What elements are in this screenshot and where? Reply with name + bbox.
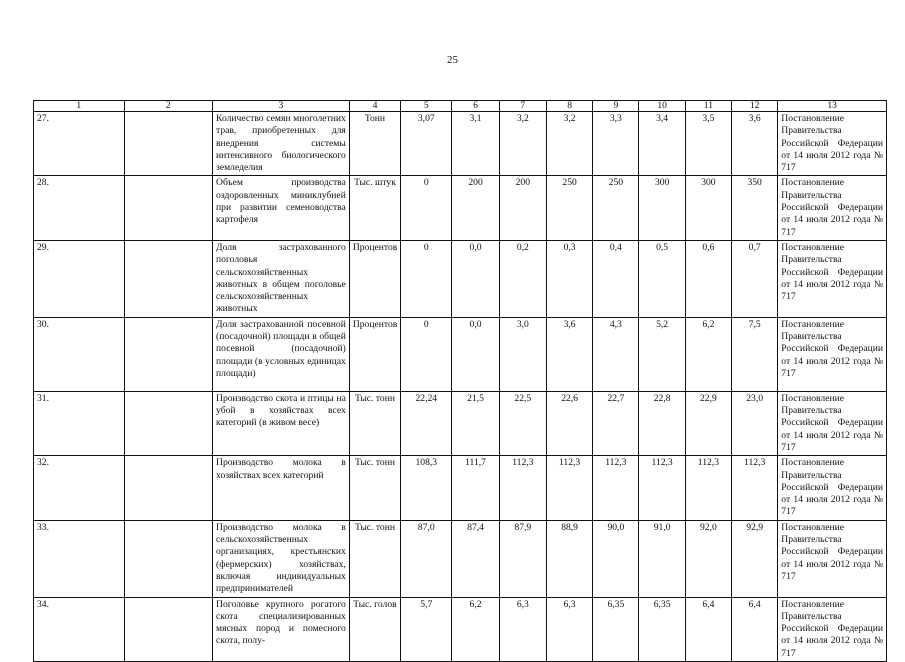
row-number: 32. — [34, 456, 125, 520]
source-document: Постановление Правительства Российской Федерации от 14 июля 2012 года № 717 — [778, 391, 887, 455]
column-header: 4 — [349, 101, 400, 112]
value-cell: 111,7 — [452, 456, 499, 520]
table-row — [34, 597, 887, 661]
table-row — [34, 520, 887, 597]
unit-of-measure: Тыс. тонн — [349, 391, 400, 455]
value-cell: 200 — [452, 176, 499, 240]
value-cell: 250 — [546, 176, 592, 240]
value-cell: 3,3 — [593, 112, 639, 176]
page-number: 25 — [447, 54, 458, 66]
unit-of-measure: Тыс. тонн — [349, 456, 400, 520]
value-cell: 88,9 — [546, 520, 592, 597]
column-header: 5 — [401, 101, 452, 112]
value-cell: 4,3 — [593, 317, 639, 391]
value-cell: 0,2 — [499, 240, 546, 317]
value-cell: 300 — [639, 176, 685, 240]
indicators-table — [33, 100, 887, 662]
row-number: 28. — [34, 176, 125, 240]
source-document: Постановление Правительства Российской Федерации от 14 июля 2012 года № 717 — [778, 520, 887, 597]
column-2-cell — [124, 391, 213, 455]
value-cell: 350 — [732, 176, 778, 240]
table-row — [34, 456, 887, 520]
indicator-name: Доля застрахованного поголовья сельскохозяйственных животных в общем поголовье сельскохозяйственных животных — [213, 240, 350, 317]
value-cell: 0,7 — [732, 240, 778, 317]
column-header: 1 — [34, 101, 125, 112]
column-2-cell — [124, 240, 213, 317]
value-cell: 3,5 — [685, 112, 731, 176]
table-row — [34, 112, 887, 176]
column-2-cell — [124, 520, 213, 597]
column-header: 13 — [778, 101, 887, 112]
indicator-name: Производство молока в сельскохозяйственных организациях, крестьянских (фермерских) хозяйствах, включая индивидуальных предпринимателей — [213, 520, 350, 597]
column-header: 7 — [499, 101, 546, 112]
unit-of-measure: Процентов — [349, 240, 400, 317]
column-header: 9 — [593, 101, 639, 112]
value-cell: 22,6 — [546, 391, 592, 455]
value-cell: 112,3 — [639, 456, 685, 520]
value-cell: 91,0 — [639, 520, 685, 597]
column-header: 2 — [124, 101, 213, 112]
row-number: 34. — [34, 597, 125, 661]
table-row — [34, 391, 887, 455]
value-cell: 21,5 — [452, 391, 499, 455]
value-cell: 6,35 — [593, 597, 639, 661]
value-cell: 300 — [685, 176, 731, 240]
value-cell: 112,3 — [546, 456, 592, 520]
table-row — [34, 176, 887, 240]
value-cell: 92,9 — [732, 520, 778, 597]
value-cell: 6,2 — [685, 317, 731, 391]
indicator-name: Производство скота и птицы на убой в хозяйствах всех категорий (в живом весе) — [213, 391, 350, 455]
value-cell: 22,9 — [685, 391, 731, 455]
source-document: Постановление Правительства Российской Федерации от 14 июля 2012 года № 717 — [778, 240, 887, 317]
column-header: 12 — [732, 101, 778, 112]
column-2-cell — [124, 176, 213, 240]
unit-of-measure: Процентов — [349, 317, 400, 391]
column-2-cell — [124, 597, 213, 661]
value-cell: 3,2 — [546, 112, 592, 176]
column-2-cell — [124, 317, 213, 391]
source-document: Постановление Правительства Российской Федерации от 14 июля 2012 года № 717 — [778, 176, 887, 240]
value-cell: 0 — [401, 240, 452, 317]
value-cell: 87,0 — [401, 520, 452, 597]
value-cell: 90,0 — [593, 520, 639, 597]
table-row — [34, 317, 887, 391]
value-cell: 112,3 — [732, 456, 778, 520]
source-document: Постановление Правительства Российской Федерации от 14 июля 2012 года № 717 — [778, 317, 887, 391]
value-cell: 22,5 — [499, 391, 546, 455]
row-number: 27. — [34, 112, 125, 176]
value-cell: 5,7 — [401, 597, 452, 661]
value-cell: 7,5 — [732, 317, 778, 391]
row-number: 30. — [34, 317, 125, 391]
column-header: 8 — [546, 101, 592, 112]
value-cell: 0 — [401, 176, 452, 240]
value-cell: 6,4 — [685, 597, 731, 661]
indicator-name: Производство молока в хозяйствах всех категорий — [213, 456, 350, 520]
row-number: 33. — [34, 520, 125, 597]
row-number: 29. — [34, 240, 125, 317]
column-header: 10 — [639, 101, 685, 112]
indicator-name: Доля застрахованной посевной (посадочной) площади в общей посевной (посадочной) площади (в условных единицах площади) — [213, 317, 350, 391]
value-cell: 22,7 — [593, 391, 639, 455]
value-cell: 87,4 — [452, 520, 499, 597]
unit-of-measure: Тыс. голов — [349, 597, 400, 661]
value-cell: 3,2 — [499, 112, 546, 176]
table-body — [34, 112, 887, 662]
source-document: Постановление Правительства Российской Федерации от 14 июля 2012 года № 717 — [778, 456, 887, 520]
value-cell: 0,3 — [546, 240, 592, 317]
value-cell: 6,3 — [499, 597, 546, 661]
value-cell: 3,6 — [546, 317, 592, 391]
value-cell: 5,2 — [639, 317, 685, 391]
value-cell: 3,4 — [639, 112, 685, 176]
value-cell: 23,0 — [732, 391, 778, 455]
source-document: Постановление Правительства Российской Федерации от 14 июля 2012 года № 717 — [778, 112, 887, 176]
value-cell: 3,0 — [499, 317, 546, 391]
value-cell: 108,3 — [401, 456, 452, 520]
value-cell: 92,0 — [685, 520, 731, 597]
value-cell: 0,4 — [593, 240, 639, 317]
indicator-name: Количество семян многолетних трав, приобретенных для внедрения системы интенсивного биологического земледелия — [213, 112, 350, 176]
value-cell: 0,5 — [639, 240, 685, 317]
value-cell: 0,0 — [452, 317, 499, 391]
value-cell: 6,2 — [452, 597, 499, 661]
indicator-name: Объем производства оздоровленных миниклубней при развитии семеноводства картофеля — [213, 176, 350, 240]
row-number: 31. — [34, 391, 125, 455]
table-row — [34, 240, 887, 317]
value-cell: 3,07 — [401, 112, 452, 176]
column-2-cell — [124, 112, 213, 176]
header-row — [34, 101, 887, 112]
value-cell: 22,8 — [639, 391, 685, 455]
value-cell: 0,6 — [685, 240, 731, 317]
column-2-cell — [124, 456, 213, 520]
value-cell: 112,3 — [685, 456, 731, 520]
source-document: Постановление Правительства Российской Федерации от 14 июля 2012 года № 717 — [778, 597, 887, 661]
value-cell: 3,6 — [732, 112, 778, 176]
unit-of-measure: Тыс. тонн — [349, 520, 400, 597]
value-cell: 0 — [401, 317, 452, 391]
value-cell: 200 — [499, 176, 546, 240]
value-cell: 6,4 — [732, 597, 778, 661]
column-header: 11 — [685, 101, 731, 112]
value-cell: 6,3 — [546, 597, 592, 661]
indicator-name: Поголовье крупного рогатого скота специализированных мясных пород и помесного скота, полу- — [213, 597, 350, 661]
value-cell: 0,0 — [452, 240, 499, 317]
unit-of-measure: Тонн — [349, 112, 400, 176]
value-cell: 6,35 — [639, 597, 685, 661]
value-cell: 87,9 — [499, 520, 546, 597]
value-cell: 3,1 — [452, 112, 499, 176]
column-header: 6 — [452, 101, 499, 112]
unit-of-measure: Тыс. штук — [349, 176, 400, 240]
value-cell: 22,24 — [401, 391, 452, 455]
value-cell: 250 — [593, 176, 639, 240]
column-header: 3 — [213, 101, 350, 112]
value-cell: 112,3 — [593, 456, 639, 520]
value-cell: 112,3 — [499, 456, 546, 520]
